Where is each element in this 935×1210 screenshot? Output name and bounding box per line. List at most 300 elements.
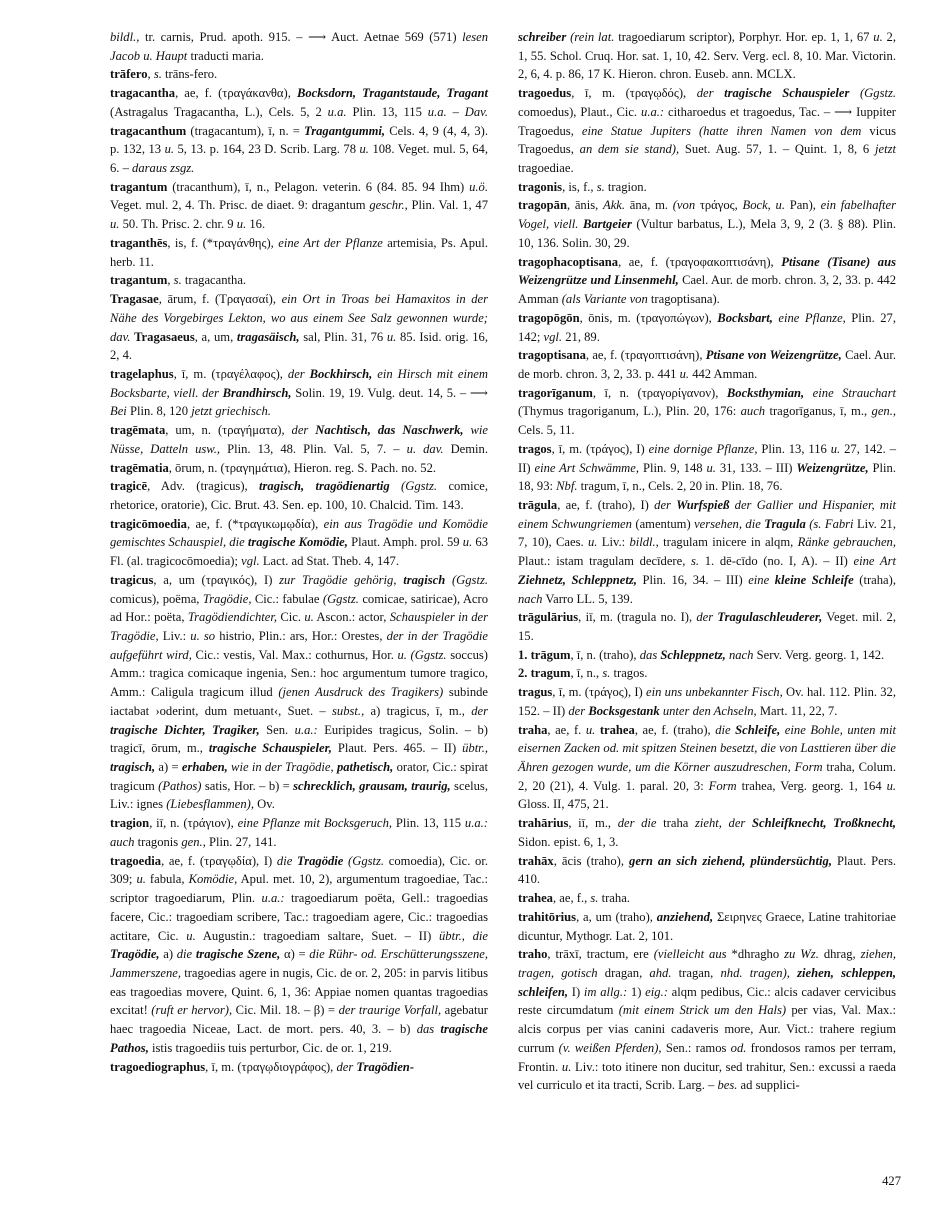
entry-text: wie Nüsse, Datteln usw., bbox=[110, 423, 489, 456]
entry-text: eine Pflanze mit Bocksgeruch, bbox=[237, 816, 393, 831]
entry-text: Ptisane von Weizengrütze, bbox=[705, 348, 842, 363]
entry-text: dhrag, bbox=[818, 947, 861, 962]
dictionary-entry bbox=[518, 28, 896, 84]
entry-text: Bockhirsch, bbox=[309, 366, 373, 381]
entry-headword: 1. trāgum bbox=[518, 647, 571, 662]
entry-text: ziehen, tragen, gotisch bbox=[518, 947, 896, 980]
entry-text: , ae, f. (traho), bbox=[634, 722, 716, 737]
right-column bbox=[518, 28, 896, 1095]
entry-text: 31, 133. – III) bbox=[715, 460, 797, 475]
entry-text: u. bbox=[679, 366, 690, 381]
dictionary-entry bbox=[518, 646, 896, 665]
entry-text: zieht, der bbox=[694, 816, 752, 831]
entry-text: (Pathos) bbox=[158, 778, 202, 793]
entry-text: Euripides tragicus, Solin. – b) tragicī, ōrum, m., bbox=[110, 722, 488, 756]
entry-text: Plaut. Pers. 465. – II) bbox=[331, 741, 463, 756]
entry-text: 16. bbox=[246, 217, 266, 232]
entry-text: u. bbox=[236, 217, 247, 232]
entry-headword: tragophacoptisana bbox=[518, 254, 619, 269]
entry-text: ein Hirsch mit einem Bocksbarte, viell. der bbox=[110, 366, 488, 400]
entry-text: (Thymus tragoriganum, L.), Plin. 20, 176: bbox=[518, 404, 741, 419]
dictionary-entry bbox=[110, 421, 488, 477]
entry-text: Dav. bbox=[464, 104, 488, 119]
entry-text: , Adv. (tragicus), bbox=[147, 479, 260, 494]
entry-text: (Ggstz. bbox=[849, 86, 897, 101]
entry-text: der in der Tragödie aufgeführt wird, bbox=[110, 629, 488, 662]
entry-text: (v. weißen Pferden), bbox=[558, 1040, 662, 1055]
entry-text: fabula, bbox=[145, 872, 189, 887]
left-column bbox=[110, 28, 488, 1076]
entry-text: Wurfspieß bbox=[676, 497, 730, 512]
entry-text: Schleife, bbox=[735, 722, 781, 737]
dictionary-entry bbox=[518, 683, 896, 720]
entry-headword: tragonis bbox=[518, 179, 563, 194]
entry-text: zu Wz. bbox=[784, 947, 819, 962]
entry-text: u. bbox=[873, 30, 883, 44]
entry-text: , ācis (traho), bbox=[553, 853, 630, 868]
dictionary-entry bbox=[518, 908, 896, 945]
entry-text: (ruft er hervor), bbox=[151, 1003, 233, 1018]
entry-text: vgl. bbox=[241, 554, 260, 569]
dictionary-entry bbox=[110, 852, 488, 1058]
entry-text: eine Strauchart bbox=[804, 385, 897, 400]
entry-headword: trahāx bbox=[518, 853, 554, 868]
entry-text: kleine Schleife bbox=[774, 572, 854, 587]
dictionary-entry bbox=[110, 1058, 488, 1077]
entry-text: tragische Schauspieler, bbox=[208, 741, 332, 756]
entry-text: pathetisch, bbox=[336, 760, 394, 775]
entry-headword: Tragasaeus bbox=[134, 329, 195, 344]
dictionary-entry bbox=[518, 496, 896, 608]
entry-headword: tragacantha bbox=[110, 86, 176, 101]
entry-text: comoedia), Cic. or. 309; bbox=[110, 853, 488, 887]
dictionary-entry bbox=[110, 365, 488, 421]
entry-text: 63 Fl. (al. tragicocōmoedia); bbox=[110, 535, 488, 569]
entry-text: tragische Pathos, bbox=[110, 1022, 488, 1055]
entry-headword: tragorīganum bbox=[518, 385, 593, 400]
entry-text: a) = bbox=[155, 760, 182, 775]
entry-text: traha, Colum. 2, 20 (21), 4. Vulg. 1. paral. 20, 3: bbox=[518, 760, 897, 793]
entry-text: 27, 142. – II) bbox=[518, 441, 896, 475]
entry-text: tragos. bbox=[610, 666, 648, 681]
entry-headword: 2. tragum bbox=[518, 666, 571, 681]
entry-text: , ī, m. (τράγος), I) bbox=[551, 441, 649, 456]
entry-text: eine Art Schwämme, bbox=[534, 460, 640, 475]
entry-text: dragan, bbox=[597, 965, 650, 980]
dictionary-entry bbox=[518, 253, 896, 309]
entry-text: Plin. 8, 120 bbox=[126, 404, 192, 419]
entry-text: 21, 89. bbox=[562, 329, 600, 344]
entry-text: sal, Plin. 31, 76 bbox=[299, 329, 387, 344]
entry-text: , um, n. (τραγήματα), bbox=[165, 423, 292, 438]
entry-text: tragion. bbox=[604, 179, 647, 194]
dictionary-entry bbox=[518, 178, 896, 197]
entry-text: der bbox=[471, 703, 489, 718]
dictionary-entry bbox=[110, 571, 488, 814]
entry-headword: trāgula bbox=[518, 497, 558, 512]
entry-text: , is, f., bbox=[562, 179, 597, 194]
entry-text: nhd. tragen), bbox=[720, 965, 790, 980]
entry-text: , ī, m. (τραγέλαφος), bbox=[173, 366, 288, 381]
entry-text: gen., bbox=[871, 404, 896, 419]
entry-text: trahea, Verg. georg. 1, 164 bbox=[736, 778, 887, 793]
dictionary-entry bbox=[518, 814, 896, 851]
entry-text: – bbox=[446, 104, 465, 119]
entry-headword: tragēmatia bbox=[110, 460, 169, 475]
entry-text: , ae, f., bbox=[552, 891, 591, 906]
entry-text: eine Pflanze, bbox=[772, 310, 846, 325]
entry-text: Lact. ad Stat. Theb. 4, 147. bbox=[259, 554, 400, 569]
entry-text bbox=[445, 573, 452, 587]
entry-text: , a, um (traho), bbox=[576, 909, 657, 924]
entry-text: *dhragho bbox=[726, 947, 785, 962]
entry-text: Form bbox=[708, 778, 737, 793]
entry-text: , bbox=[167, 273, 174, 288]
entry-headword: tragoptisana bbox=[518, 348, 586, 363]
entry-text: Nbf. bbox=[556, 479, 578, 494]
entry-text: Veget. mil. 2, 15. bbox=[518, 610, 896, 643]
entry-text: (amentum) bbox=[631, 516, 695, 531]
entry-text: ahd. bbox=[649, 965, 672, 980]
entry-text: (vielleicht aus bbox=[653, 947, 727, 962]
dictionary-entry bbox=[518, 664, 896, 683]
entry-text: Σειρηνες Graece, Latine trahitoriae dicuntur, Mythogr. Lat. 2, 101. bbox=[518, 909, 896, 943]
entry-headword: tragacanthum bbox=[110, 123, 187, 138]
entry-text: soccus) Amm.: tragica comicaque ingenia, Sen.: hoc argumentum tumore tragico, Amm.: Caligula tragicum illud bbox=[110, 647, 488, 700]
entry-text: , iī, m. (tragula no. I), bbox=[578, 610, 697, 625]
entry-text: 2, 1, 55. Schol. Cruq. Hor. sat. 1, 10, 42. Serv. Verg. ecl. 8, 10. Mar. Victorin. 2, 6, 4. p. 86, 17 K. Hieron. chron. Euseb. ann. MCLX. bbox=[518, 30, 896, 82]
entry-text: u. (Ggstz. bbox=[397, 647, 447, 662]
entry-text: u. bbox=[110, 217, 120, 232]
entry-text: Plin. 18, 93: bbox=[518, 460, 896, 494]
entry-text: āna, m. bbox=[625, 198, 673, 213]
entry-text: eine dornige Pflanze, bbox=[648, 441, 758, 456]
entry-text: , ī, m. (τραγῳδός), bbox=[571, 86, 697, 101]
entry-text: Varro LL. 5, 139. bbox=[542, 591, 633, 606]
entry-headword: tragoedus bbox=[518, 86, 572, 101]
entry-text: , iī, m., bbox=[568, 816, 618, 831]
entry-text: 85. Isid. orig. 16, 2, 4. bbox=[110, 329, 489, 363]
entry-text: tragoediarum scriptor), Porphyr. Hor. ep. 1, 1, 67 bbox=[614, 30, 874, 44]
entry-text: od. bbox=[730, 1040, 747, 1055]
entry-text: 442 Amman. bbox=[689, 366, 758, 381]
entry-text: Ziehnetz, Schleppnetz, bbox=[518, 572, 637, 587]
entry-text: , ōrum, n. (τραγημάτια), Hieron. reg. S. Pach. no. 52. bbox=[168, 460, 437, 475]
dictionary-entry bbox=[518, 945, 896, 1095]
entry-text: Bei bbox=[110, 404, 127, 419]
entry-text: schreiber bbox=[518, 30, 567, 44]
entry-text: a) tragicus, ī, m., bbox=[364, 703, 472, 718]
entry-text: subst., bbox=[332, 703, 365, 718]
entry-text: Sen. bbox=[259, 722, 295, 737]
entry-text: vgl. bbox=[543, 329, 563, 344]
entry-text: Bocksdorn, Tragantstaude, Tragant bbox=[296, 86, 488, 101]
entry-text: Mart. 11, 22, 7. bbox=[756, 703, 838, 718]
entry-headword: tragopān bbox=[518, 198, 567, 213]
entry-text: vicus Tragoedus, bbox=[518, 123, 897, 157]
dictionary-entry bbox=[110, 234, 488, 271]
entry-headword: trahārius bbox=[518, 816, 569, 831]
entry-text: die bbox=[176, 947, 196, 962]
entry-text: tragum, ī, n., Cels. 2, 20 in. Plin. 18, 76. bbox=[577, 479, 783, 494]
dictionary-entry bbox=[518, 721, 896, 815]
entry-text: tragacantha. bbox=[181, 273, 247, 288]
entry-text: Cels. 5, 11. bbox=[518, 423, 575, 438]
entry-headword: traho bbox=[518, 947, 548, 962]
entry-text: der bbox=[568, 703, 589, 718]
dictionary-entry bbox=[110, 178, 488, 234]
entry-text: Sen.: ramos bbox=[661, 1040, 731, 1055]
entry-text: u. so bbox=[190, 629, 216, 643]
entry-text: u. bbox=[561, 1059, 572, 1074]
entry-text: , a, um (τραγικός), I) bbox=[153, 572, 280, 587]
dictionary-entry bbox=[518, 309, 896, 346]
entry-text: Tragantgummi, bbox=[304, 123, 386, 138]
entry-text: Liv. 21, 7, 10), Caes. bbox=[518, 516, 896, 550]
entry-text: Tragödie, bbox=[110, 947, 160, 962]
entry-text: Plin. 13, 115 bbox=[392, 816, 465, 831]
entry-text: Liv.: bbox=[597, 535, 630, 550]
dictionary-entry bbox=[518, 440, 896, 496]
entry-text: schrecklich, grausam, traurig, bbox=[293, 778, 451, 793]
entry-text: gen., bbox=[181, 834, 206, 849]
entry-headword: trāfero bbox=[110, 67, 148, 82]
entry-text: tragisch bbox=[403, 572, 446, 587]
entry-text: s. bbox=[153, 67, 162, 82]
entry-text: u.a. bbox=[327, 104, 347, 119]
entry-text: Ascon.: actor, bbox=[313, 610, 390, 625]
entry-text: istis tragoediis tuis perturbor, Cic. de or. 1, 219. bbox=[148, 1040, 392, 1055]
entry-text: Plaut. Amph. prol. 59 bbox=[347, 535, 463, 550]
entry-text: a) bbox=[159, 947, 177, 962]
dictionary-entry bbox=[110, 515, 488, 571]
entry-text: Bocksbart, bbox=[717, 310, 773, 325]
entry-text: tragische Dichter, Tragiker, bbox=[110, 722, 260, 737]
entry-text: s. bbox=[602, 666, 611, 681]
entry-text: 1. dē-cīdo (no. I, A). – II) bbox=[699, 554, 854, 569]
entry-text: tragoedias agere in nugis, Cic. de or. 2, 205: in parvis litibus eas tragoedias movere, Quint. 6, 1, 36: Appiae nomen quantas tragoedias excitat! bbox=[110, 965, 488, 1018]
entry-text: u.a.: bbox=[294, 722, 318, 737]
entry-text: u. dav. bbox=[406, 441, 444, 456]
entry-text: Schleppnetz, bbox=[660, 647, 726, 662]
entry-text: alqm pedibus, Cic.: alcis cadaver cervicibus reste circumdatum bbox=[518, 984, 896, 1018]
entry-text: erhaben, bbox=[181, 760, 228, 775]
entry-text: tragulam inicere in alqm, bbox=[658, 535, 798, 550]
entry-headword: Tragasae bbox=[110, 292, 159, 307]
entry-headword: tragelaphus bbox=[110, 366, 174, 381]
page-number: 427 bbox=[882, 1174, 901, 1188]
entry-text: Weizengrütze, bbox=[796, 460, 869, 475]
entry-text: traha. bbox=[598, 891, 630, 906]
entry-headword: tragantum bbox=[110, 179, 168, 194]
entry-text: artemisia, Ps. Apul. herb. 11. bbox=[110, 235, 489, 269]
entry-text: , ī, m. (τράγος), I) bbox=[552, 685, 647, 700]
entry-text: s. bbox=[596, 179, 605, 194]
entry-text: tragoediae. bbox=[518, 161, 574, 176]
entry-text: jetzt bbox=[875, 142, 896, 157]
dictionary-entry bbox=[110, 290, 488, 365]
dictionary-entry bbox=[110, 65, 488, 84]
entry-text: comice, rhetorice, oratorie), Cic. Brut. 43. Sen. ep. 100, 10. Chalcid. Tim. 143. bbox=[110, 479, 488, 512]
entry-text: Plaut. Pers. 410. bbox=[518, 853, 896, 887]
entry-headword: tragoedia bbox=[110, 853, 162, 868]
entry-text: 1) bbox=[627, 984, 646, 999]
entry-text: nach bbox=[518, 591, 543, 606]
dictionary-entry bbox=[110, 28, 488, 65]
entry-text: Plin. 13, 48. Plin. Val. 5, 7. – bbox=[220, 441, 407, 456]
entry-text: Schleifknecht, Troßknecht, bbox=[751, 816, 896, 831]
entry-text: (mit einem Strick um den Hals) bbox=[618, 1003, 787, 1018]
entry-text: Apul. met. 10, 2), argumentum tragoediae, Tac.: scriptor tragoediarum, Plin. bbox=[110, 872, 488, 906]
entry-text: , ae, f. bbox=[547, 722, 586, 737]
entry-text: Schauspieler in der Tragödie, bbox=[110, 610, 489, 643]
entry-text: frondosos ramos per terram, Frontin. bbox=[518, 1040, 897, 1074]
entry-text: Tragödiendichter, bbox=[187, 610, 278, 625]
dictionary-entry bbox=[518, 889, 896, 908]
entry-text: geschr., bbox=[369, 198, 408, 213]
entry-text: anziehend, bbox=[656, 909, 714, 924]
entry-text: u. bbox=[588, 535, 598, 550]
entry-text: tragonis bbox=[134, 834, 182, 849]
entry-text: Nachtisch, das Naschwerk, bbox=[315, 423, 464, 438]
entry-text: I) bbox=[568, 984, 584, 999]
dictionary-entry bbox=[518, 84, 896, 178]
entry-text: tr. carnis, Prud. apoth. 915. – ⟶ Auct. Aetnae 569 (571) bbox=[139, 30, 463, 44]
entry-text: Cael. Aur. de morb. chron. 3, 2, 33. p. 441 bbox=[518, 348, 896, 381]
entry-text: Bock, u. bbox=[742, 198, 785, 213]
entry-text: , ae, f. (τραγάκανθα), bbox=[175, 86, 297, 101]
entry-text: traha bbox=[656, 816, 695, 831]
entry-text: 50. Th. Prisc. 2. chr. 9 bbox=[119, 217, 237, 232]
entry-text: comoedus), Plaut., Cic. bbox=[518, 104, 642, 119]
entry-text: s. bbox=[173, 273, 182, 288]
entry-text: eine Statue Jupiters (hatte ihren Namen von dem bbox=[581, 123, 862, 138]
entry-text: Plin. 13, 116 bbox=[757, 441, 831, 456]
entry-text: tragisch, bbox=[110, 760, 156, 775]
dictionary-entry bbox=[110, 84, 488, 178]
entry-text: Veget. mul. 2, 4. Th. Prisc. de diaet. 9: dragantum bbox=[110, 198, 370, 213]
entry-headword: trahea bbox=[599, 722, 635, 737]
entry-text: , ae, f. (*τραγικωμῳδία), bbox=[186, 516, 324, 531]
entry-text: Akk. bbox=[603, 198, 626, 213]
entry-text: tragische Komödie, bbox=[247, 535, 348, 550]
entry-text: eine Art bbox=[853, 554, 897, 569]
entry-text: , trāxī, tractum, ere bbox=[547, 947, 654, 962]
dictionary-entry bbox=[518, 384, 896, 440]
entry-text: u. bbox=[359, 142, 369, 157]
entry-text: Cels. 4, 9 (4, 4, 3). p. 132, 13 bbox=[110, 123, 488, 157]
entry-text: u.a. bbox=[427, 104, 447, 119]
entry-text: Ränke gebrauchen, bbox=[797, 535, 897, 550]
entry-text: Plin. Val. 1, 47 bbox=[407, 198, 488, 213]
entry-text: , ae, f. (traho), I) bbox=[557, 497, 655, 512]
entry-text: 108. Veget. mul. 5, 64, 6. – bbox=[110, 142, 488, 176]
entry-text: Plin. 27, 141. bbox=[205, 834, 277, 849]
entry-text: der bbox=[291, 423, 316, 438]
entry-text: (von bbox=[672, 198, 696, 213]
entry-text: , a, um, bbox=[194, 329, 237, 344]
entry-text: Plin. 16, 34. – III) bbox=[636, 572, 749, 587]
entry-text: Plin. 13, 115 bbox=[346, 104, 428, 119]
entry-headword: traganthēs bbox=[110, 235, 168, 250]
entry-text: Liv.: bbox=[158, 629, 191, 643]
entry-text bbox=[390, 479, 401, 493]
entry-text: Tragula bbox=[764, 516, 806, 531]
entry-headword: traha bbox=[518, 722, 548, 737]
entry-headword: tragion bbox=[110, 816, 150, 831]
entry-headword: tragicē bbox=[110, 479, 148, 494]
entry-text: per vias, Val. Max.: alcis corpus per vias canini cadaveris more, Aur. Vict.: trahere regium currum bbox=[518, 1003, 896, 1055]
entry-text: orator, Cic.: spirat tragicum bbox=[110, 760, 488, 793]
entry-text: τράγος, bbox=[695, 198, 743, 213]
entry-text: (Ggstz. bbox=[451, 572, 488, 587]
entry-text: bildl., bbox=[110, 30, 140, 44]
entry-text: Demin. bbox=[443, 441, 488, 456]
entry-text: Gloss. II, 475, 21. bbox=[518, 797, 609, 812]
entry-text: lesen Jacob u. Haupt bbox=[110, 30, 488, 63]
entry-text: der bbox=[287, 366, 310, 381]
entry-text: Ov. hal. 112. Plin. 32, 152. – II) bbox=[518, 685, 897, 718]
entry-text: (s. Fabri bbox=[805, 516, 854, 531]
entry-text: satis, Hor. – b) = bbox=[201, 778, 294, 793]
entry-text: , ī, m. (τραγῳδιογράφος), bbox=[205, 1059, 337, 1074]
entry-text: Pan), bbox=[784, 198, 821, 213]
entry-text: u. bbox=[462, 535, 473, 550]
entry-text: u.ö. bbox=[469, 179, 488, 194]
entry-text: der traurige Vorfall, bbox=[338, 1003, 442, 1018]
entry-text: Bartgeier bbox=[582, 217, 632, 232]
entry-text: (Ggstz. bbox=[401, 479, 438, 494]
entry-text: Cic.: fabulae bbox=[251, 591, 323, 606]
entry-text: Tragödien- bbox=[356, 1059, 415, 1074]
entry-text: (Astragalus Tragacantha, L.), Cels. 5, 2 bbox=[110, 104, 328, 119]
entry-text: (Vultur barbatus, L.), Mela 3, 9, 2 (3. § 88). Plin. 10, 136. Solin. 30, 29. bbox=[518, 217, 896, 250]
entry-text: subinde iactabat ›oderint, dum metuant‹, Suet. – bbox=[110, 685, 489, 718]
entry-text: der Gallier und Hispanier, mit einem Schwungriemen bbox=[518, 497, 896, 531]
entry-text: (Ggstz. bbox=[322, 591, 359, 606]
entry-text: (als Variante von bbox=[561, 292, 648, 307]
entry-text: Komödie, bbox=[188, 872, 238, 887]
entry-text: die bbox=[715, 722, 736, 737]
entry-text: u.a.: bbox=[641, 104, 665, 119]
entry-text: u. bbox=[386, 329, 397, 344]
entry-text: das bbox=[639, 647, 661, 662]
entry-text: Suet. Aug. 57, 1. – Quint. 1, 8, 6 bbox=[679, 142, 875, 157]
entry-text: Tragödie bbox=[296, 853, 344, 868]
entry-text: u. bbox=[186, 928, 196, 943]
entry-text: (Ggstz. bbox=[348, 853, 385, 868]
entry-headword: tragopōgōn bbox=[518, 310, 580, 325]
entry-text: Plin. 9, 148 bbox=[639, 460, 707, 475]
entry-text: die bbox=[276, 853, 297, 868]
entry-text: die Rühr- od. Erschütterungsszene, Jammerszene, bbox=[110, 947, 489, 980]
entry-text: u. bbox=[136, 872, 146, 887]
entry-text: (traha), bbox=[853, 572, 896, 587]
entry-text: Cic.: vestis, Val. Max.: cothurnus, Hor. bbox=[191, 647, 398, 662]
entry-text: Augustin.: tragoediam saltare, Suet. – II) bbox=[195, 928, 439, 943]
entry-text: zur Tragödie gehörig, bbox=[279, 572, 404, 587]
entry-text: übtr., die bbox=[438, 928, 488, 943]
entry-text: Serv. Verg. georg. 1, 142. bbox=[753, 647, 885, 662]
entry-text: , ī, n. (τραγορίγανον), bbox=[592, 385, 727, 400]
entry-text: comicus), poëma, bbox=[110, 591, 203, 606]
entry-text: der bbox=[654, 497, 677, 512]
entry-text: (tracanthum), ī, n., Pelagon. veterin. 6 (84. 85. 94 Ihm) bbox=[167, 179, 470, 194]
entry-text: auch bbox=[740, 404, 766, 419]
entry-text: , ae, f. (τραγῳδία), I) bbox=[161, 853, 277, 868]
entry-headword: tragos bbox=[518, 441, 552, 456]
entry-text: der die bbox=[617, 816, 657, 831]
